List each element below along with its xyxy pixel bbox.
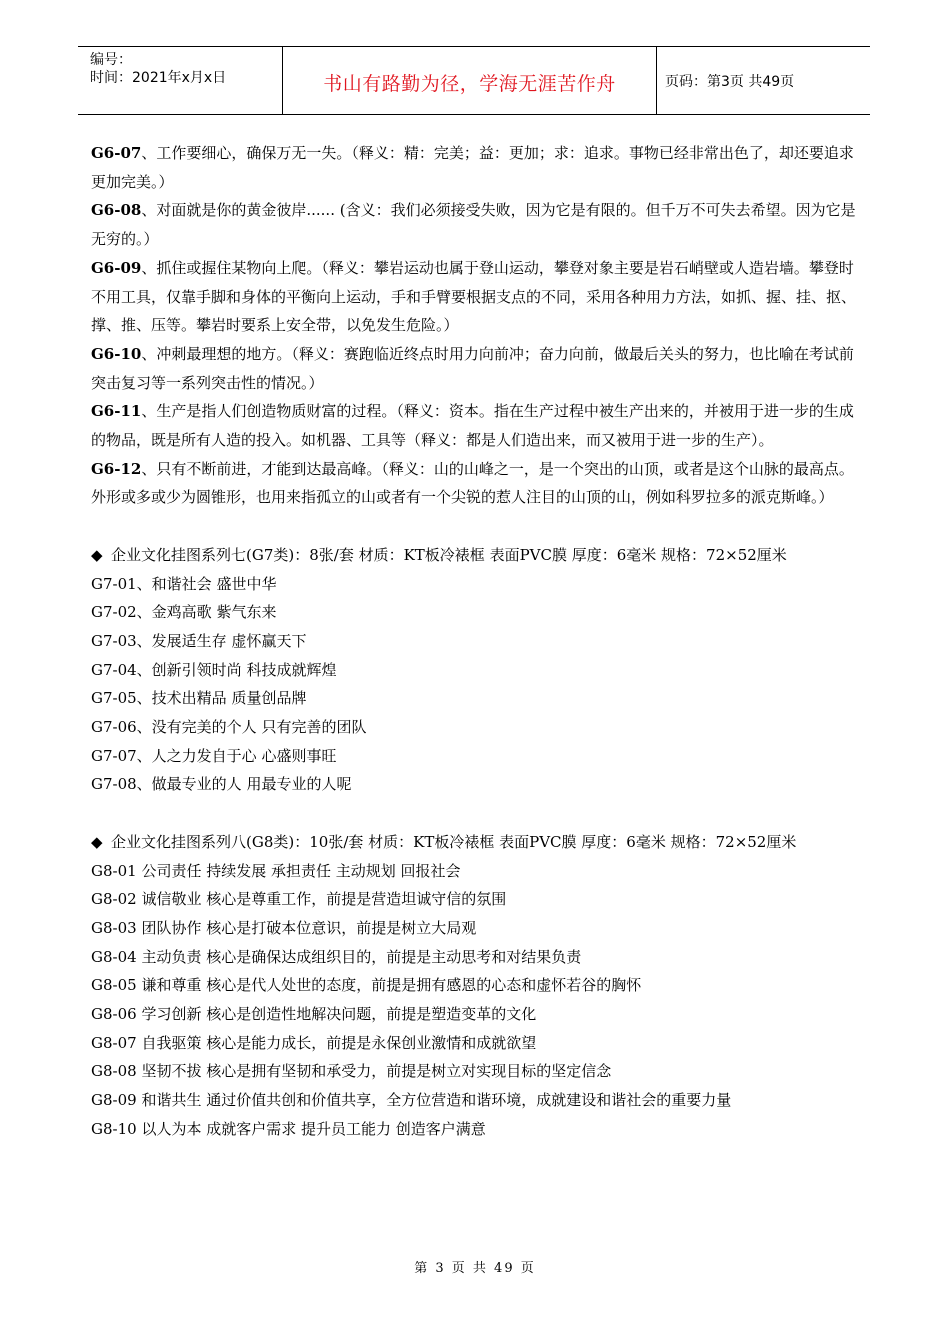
item-code: G6-07 [91,144,142,162]
document-number-label: 编号： [90,52,132,68]
paragraph-g6-11 [91,397,866,454]
list-item-g7-03: G7-03、发展适生存 虚怀赢天下 [91,631,307,650]
list-item-g8-03: G8-03 团队协作 核心是打破本位意识，前提是树立大局观 [91,918,477,937]
header-motto: 书山有路勤为径，学海无涯苦作舟 [323,73,616,95]
document-header [78,46,870,115]
list-item-g8-06: G8-06 学习创新 核心是创造性地解决问题，前提是塑造变革的文化 [91,1005,537,1024]
list-item-g7-08: G7-08、做最专业的人 用最专业的人呢 [91,775,352,794]
item-text: 、生产是指人们创造物质财富的过程。（释义：资本。指在生产过程中被生产出来的，并被用于进一步的生成的物品，既是所有人造的投入。如机器、工具等（释义：都是人们造出来，而又被用于进一步的生产）。 [91,402,854,450]
list-item-g7-05: G7-05、技术出精品 质量创品牌 [91,689,307,708]
list-item-g7-07: G7-07、人之力发自于心 心盛则事旺 [91,746,337,765]
document-body [91,139,866,1144]
section-spacer [91,799,866,828]
page-footer: 第 3 页 共 49 页 [414,1261,536,1276]
paragraph-g6-07 [91,139,866,196]
item-code: G6-11 [91,402,142,421]
list-item-g8-10: G8-10 以人为本 成就客户需求 提升员工能力 创造客户满意 [91,1119,486,1138]
document-time-label: 时间：2021年x月x日 [90,70,227,86]
list-item-g8-02: G8-02 诚信敬业 核心是尊重工作，前提是营造坦诚守信的氛围 [91,890,507,909]
header-motto-cell [283,47,657,114]
list-item-g8-04: G8-04 主动负责 核心是确保达成组织目的，前提是主动思考和对结果负责 [91,947,582,966]
bullet-icon: ◆ [91,545,103,564]
item-code: G6-09 [91,258,142,277]
list-item-g7-04: G7-04、创新引领时尚 科技成就辉煌 [91,660,337,679]
header-page-cell [657,47,870,114]
item-code: G6-12 [91,459,142,478]
list-item-g8-08: G8-08 坚韧不拔 核心是拥有坚韧和承受力，前提是树立对实现目标的坚定信念 [91,1062,612,1081]
paragraph-g6-09 [91,254,866,340]
header-meta-cell [78,47,283,114]
list-item-g8-01: G8-01 公司责任 持续发展 承担责任 主动规划 回报社会 [91,861,461,880]
section-spacer [91,512,866,541]
series-title-text: 企业文化挂图系列八(G8类)：10张/套 材质：KT板冷裱框 表面PVC膜 厚度：6毫米 规格：72×52厘米 [111,832,797,851]
list-item-g7-02: G7-02、金鸡高歌 紫气东来 [91,603,277,622]
item-text: 、工作要细心，确保万无一失。（释义：精：完美；益：更加；求：追求。事物已经非常出色了，却还要追求更加完美。） [91,144,854,191]
list-item-g8-09: G8-09 和谐共生 通过价值共创和价值共享，全方位营造和谐环境，成就建设和谐社会的重要力量 [91,1091,732,1110]
item-code: G6-10 [91,344,142,363]
series-g7-title [91,541,866,570]
series-title-text: 企业文化挂图系列七(G7类)：8张/套 材质：KT板冷裱框 表面PVC膜 厚度：6毫米 规格：72×52厘米 [111,545,787,564]
list-item-g7-01: G7-01、和谐社会 盛世中华 [91,574,277,593]
item-text: 、抓住或握住某物向上爬。（释义：攀岩运动也属于登山运动，攀登对象主要是岩石峭壁或人造岩墙。攀登时不用工具，仅靠手脚和身体的平衡向上运动，手和手臂要根据支点的不同，采用各种用力方法，如抓、握、挂、抠、撑、推、压等。攀岩时要系上安全带，以免发生危险。） [91,258,857,335]
list-item-g8-05: G8-05 谦和尊重 核心是代人处世的态度，前提是拥有感恩的心态和虚怀若谷的胸怀 [91,976,642,995]
header-page-info: 页码：第3页 共49页 [665,74,795,90]
series-g8-title [91,828,866,857]
paragraph-g6-12 [91,455,866,512]
bullet-icon: ◆ [91,832,103,851]
item-text: 、对面就是你的黄金彼岸...... (含义：我们必须接受失败，因为它是有限的。但千万不可失去希望。因为它是无穷的。） [91,201,856,249]
item-text: 、冲刺最理想的地方。（释义：赛跑临近终点时用力向前冲；奋力向前，做最后关头的努力，也比喻在考试前突击复习等一系列突击性的情况。） [91,344,854,392]
item-text: 、只有不断前进，才能到达最高峰。（释义：山的山峰之一，是一个突出的山顶，或者是这个山脉的最高点。外形或多或少为圆锥形，也用来指孤立的山或者有一个尖锐的惹人注目的山顶的山，例如科罗拉多的派克斯峰。） [91,459,854,507]
list-item-g8-07: G8-07 自我驱策 核心是能力成长，前提是永保创业激情和成就欲望 [91,1033,537,1052]
list-item-g7-06: G7-06、没有完美的个人 只有完善的团队 [91,718,367,737]
paragraph-g6-10 [91,340,866,397]
paragraph-g6-08 [91,196,866,253]
item-code: G6-08 [91,201,142,220]
